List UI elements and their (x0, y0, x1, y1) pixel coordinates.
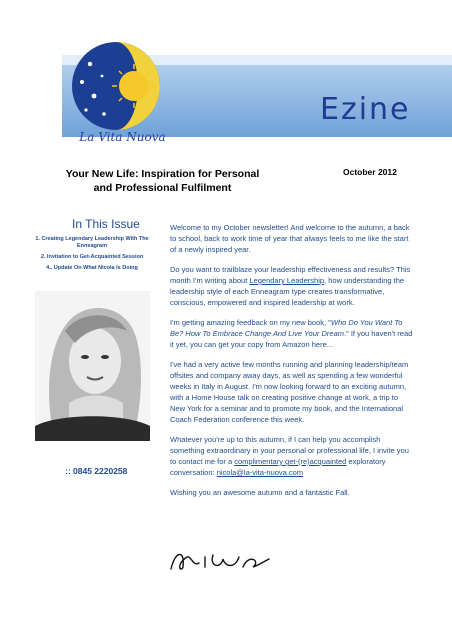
brand-name: La Vita Nuova (79, 130, 166, 144)
paragraph-leadership: Do you want to trailblaze your leadership effectiveness and results? This month I'm writing about Legendary Leadership, how understanding the leadership style of each Enneagram type creates transformative, conscious, empowered and inspired leadership at work. (170, 265, 411, 307)
phone-number: :: 0845 2220258 (65, 466, 128, 476)
issue-list (32, 236, 152, 276)
paragraph-book: I'm getting amazing feedback on my new book, "Who Do You Want To Be? How To Embrace Change And Live Your Dream." If you haven't read it yet, you can get your copy from Amazon here... (170, 318, 413, 349)
issue-item[interactable]: 2. Invitation to Get-Acquainted Session (40, 254, 144, 260)
email-link[interactable]: nicola@la-vita-nuova.com (216, 468, 304, 477)
legendary-leadership-link[interactable]: Legendary Leadership (249, 276, 325, 285)
in-this-issue-heading: In This Issue (72, 217, 140, 231)
complimentary-session-link[interactable]: complimentary get-(re)acquainted (234, 457, 347, 466)
newsletter-title: Your New Life: Inspiration for Personal and Professional Fulfilment (65, 168, 260, 194)
paragraph-invitation: Whatever you're up to this autumn, if I can help you accomplish something extraordinary in your personal or professional life, I invite you to contact me for a complimentary get-(re)acquainted exploratory conversation: nicola@la-vita-nuova.com (170, 435, 409, 477)
paragraph-update: I've had a very active few months running and planning leadership/team offsites and company away days, as well as spending a few wonderful weeks in Italy in August. I'm now looking forward to an exciting autumn, with a Home House talk on creating positive change at work, a trip to New York for a seminar and to promote my book, and the International Coach Federation conference this week. (170, 360, 409, 424)
signature (165, 545, 275, 575)
newsletter-body (170, 222, 415, 507)
book-title: Who Do You Want To Be? How To Embrace Change And Live Your Dream (170, 318, 403, 338)
issue-item[interactable]: 1. Creating Legendary Leadership With The Enneagram (35, 236, 149, 249)
ezine-title: Ezine (320, 92, 411, 127)
portrait-photo (35, 291, 150, 441)
issue-item[interactable]: 4.. Update On What Nicola Is Doing (46, 265, 138, 271)
header (0, 0, 452, 144)
newsletter-date: October 2012 (343, 167, 397, 177)
paragraph-welcome: Welcome to my October newsletter! And welcome to the autumn, a back to school, back to work time of year that always feels to me like the start of a newly inspired year. (170, 223, 410, 254)
paragraph-closing: Wishing you an awesome autumn and a fantastic Fall. (170, 488, 350, 497)
